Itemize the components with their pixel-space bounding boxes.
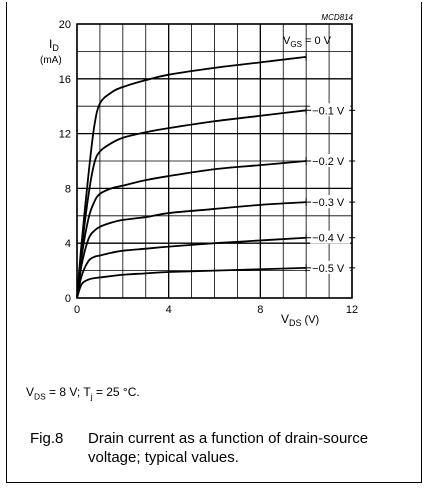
y-tick-label: 16 <box>58 73 71 86</box>
curve-label-markers <box>306 53 355 275</box>
x-tick-label: 8 <box>257 304 264 316</box>
y-tick-label: 12 <box>58 128 71 141</box>
x-tick-label: 4 <box>165 304 172 316</box>
x-axis-label: $V_{DS}$ (V) <box>281 312 320 328</box>
legend-title: $V_{GS} = 0$ V <box>283 35 331 49</box>
x-tick-label: 0 <box>73 304 81 316</box>
curve-label: −0.2 V <box>312 156 345 168</box>
caption-line-1: Drain current as a function of drain-source <box>88 430 369 447</box>
figure-number: Fig.8 <box>30 430 64 447</box>
curve-label: −0.4 V <box>312 232 345 245</box>
caption-line-2: voltage; typical values. <box>88 449 239 466</box>
test-conditions: $V_{DS} = 8$ V; $T_j = 25$ °C. <box>26 385 140 402</box>
y-axis-unit: (mA) <box>40 55 62 66</box>
y-axis-label: $I_D$ <box>49 37 59 53</box>
y-tick-label: 8 <box>64 183 71 196</box>
curve-label: −0.1 V <box>312 105 345 118</box>
y-tick-label: 4 <box>64 238 71 251</box>
curve-label: −0.3 V <box>312 197 345 210</box>
figure-code: MCD814 <box>321 13 353 22</box>
x-tick-label: 12 <box>345 304 359 316</box>
curve-label: −0.5 V <box>312 262 345 275</box>
y-tick-label: 20 <box>58 19 71 31</box>
y-tick-label: 0 <box>64 293 71 305</box>
figure-caption <box>30 429 368 467</box>
